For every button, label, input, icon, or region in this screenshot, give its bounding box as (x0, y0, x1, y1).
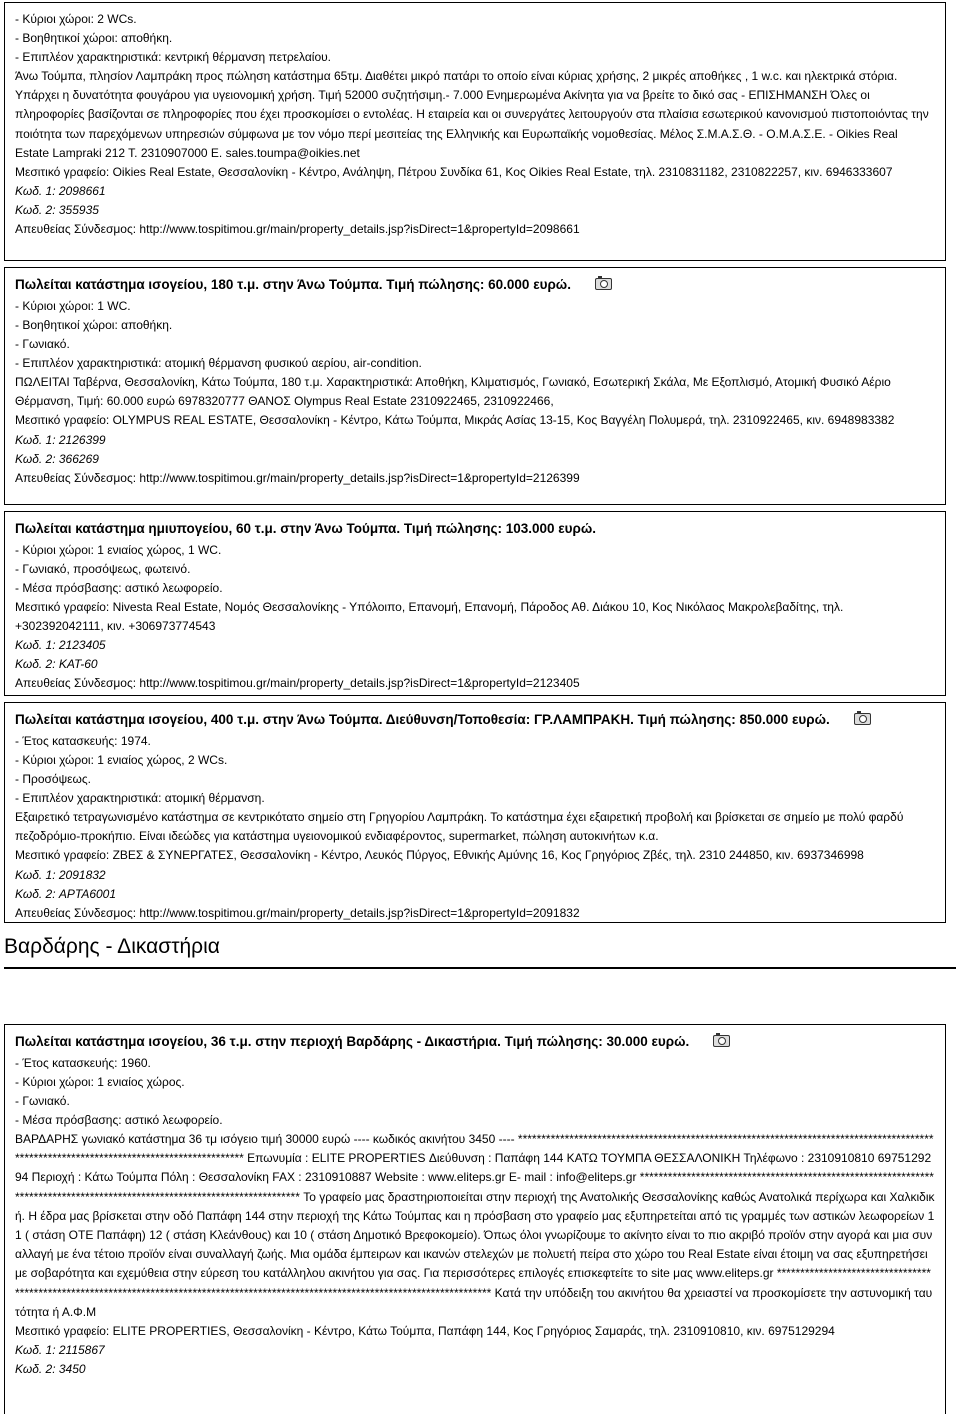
camera-icon[interactable] (595, 278, 612, 290)
listing-card (4, 511, 946, 696)
camera-icon[interactable] (854, 713, 871, 725)
feature-line: - Επιπλέον χαρακτηριστικά: ατομική θέρμανση φυσικού αερίου, air-condition. (15, 356, 422, 370)
feature-line: - Κύριοι χώροι: 2 WCs. (15, 12, 137, 26)
feature-line: - Κύριοι χώροι: 1 ενιαίος χώρος, 1 WC. (15, 543, 222, 557)
feature-line: - Κύριοι χώροι: 1 ενιαίος χώρος. (15, 1075, 185, 1089)
feature-line: - Γωνιακό. (15, 337, 70, 351)
feature-line: - Βοηθητικοί χώροι: αποθήκη. (15, 318, 173, 332)
feature-line: - Βοηθητικοί χώροι: αποθήκη. (15, 31, 173, 45)
feature-line: - Προσόψεως. (15, 772, 91, 786)
listing-title[interactable]: Πωλείται κατάστημα ισογείου, 36 τ.μ. στην περιοχή Βαρδάρης - Δικαστήρια. Τιμή πώλησης: 30.000 ευρώ. (15, 1032, 935, 1051)
direct-link[interactable]: Απευθείας Σύνδεσμος: http://www.tospitimou.gr/main/property_details.jsp?isDirect=1&propertyId=2098661 (15, 222, 580, 237)
code-1: Κωδ. 1: 2123405 (15, 638, 106, 653)
code-2: Κωδ. 2: KAT-60 (15, 657, 98, 672)
code-1: Κωδ. 1: 2098661 (15, 184, 106, 199)
direct-link[interactable]: Απευθείας Σύνδεσμος: http://www.tospitimou.gr/main/property_details.jsp?isDirect=1&propertyId=2091832 (15, 905, 580, 920)
code-1: Κωδ. 1: 2115867 (15, 1343, 105, 1358)
feature-line: - Έτος κατασκευής: 1960. (15, 1056, 151, 1070)
listing-continuation (4, 2, 946, 261)
feature-line: - Μέσα πρόσβασης: αστικό λεωφορείο. (15, 581, 223, 595)
agency-info: Μεσιτικό γραφείο: Nivesta Real Estate, Νομός Θεσσαλονίκης - Υπόλοιπο, Επανομή, Επανομή, Πάροδος Αθ. Διάκου 10, Κος Νικόλαος Μακρολεβαδίτης, τηλ. +302392042111, κιν. +306973774543 (15, 600, 844, 634)
listing-title[interactable]: Πωλείται κατάστημα ισογείου, 400 τ.μ. στην Άνω Τούμπα. Διεύθυνση/Τοποθεσία: ΓΡ.ΛΑΜΠΡΑΚΗ. Τιμή πώλησης: 850.000 ευρώ. (15, 710, 935, 729)
code-2: Κωδ. 2: APTA6001 (15, 886, 117, 901)
feature-line: - Επιπλέον χαρακτηριστικά: ατομική θέρμανση. (15, 791, 265, 805)
feature-line: - Γωνιακό. (15, 1094, 70, 1108)
section-heading: Βαρδάρης - Δικαστήρια (4, 933, 956, 969)
feature-line: - Μέσα πρόσβασης: αστικό λεωφορείο. (15, 1113, 223, 1127)
direct-link[interactable]: Απευθείας Σύνδεσμος: http://www.tospitimou.gr/main/property_details.jsp?isDirect=1&propertyId=2123405 (15, 676, 580, 691)
direct-link[interactable]: Απευθείας Σύνδεσμος: http://www.tospitimou.gr/main/property_details.jsp?isDirect=1&propertyId=2126399 (15, 470, 580, 485)
code-1: Κωδ. 1: 2091832 (15, 867, 106, 882)
code-2: Κωδ. 2: 3450 (15, 1362, 86, 1377)
feature-line: - Επιπλέον χαρακτηριστικά: κεντρική θέρμανση πετρελαίου. (15, 50, 332, 64)
listing-title[interactable]: Πωλείται κατάστημα ημιυπογείου, 60 τ.μ. στην Άνω Τούμπα. Τιμή πώλησης: 103.000 ευρώ. (15, 521, 597, 536)
agency-info: Μεσιτικό γραφείο: OLYMPUS REAL ESTATE, Θεσσαλονίκη - Κέντρο, Κάτω Τούμπα, Μικράς Ασίας 13-15, Κος Βαγγέλη Πολυμερά, τηλ. 2310922465, κιν. 6948983382 (15, 413, 895, 428)
feature-line: - Έτος κατασκευής: 1974. (15, 734, 151, 748)
listing-description: ΠΩΛΕΙΤΑΙ Ταβέρνα, Θεσσαλονίκη, Κάτω Τούμπα, 180 τ.μ. Χαρακτηριστικά: Αποθήκη, Κλιματισμός, Γωνιακό, Εσωτερική Σκάλα, Με Εξοπλισμό, Ατομική Φυσικό Αέριο Θέρμανση, Τιμή: 60.000 ευρώ 6978320777 ΘΑΝΟΣ Olympus Real Estate 2310922465, 2310922466, (15, 375, 891, 409)
listing-card (4, 702, 946, 923)
code-2: Κωδ. 2: 355935 (15, 203, 99, 218)
listing-title[interactable]: Πωλείται κατάστημα ισογείου, 180 τ.μ. στην Άνω Τούμπα. Τιμή πώλησης: 60.000 ευρώ. (15, 275, 935, 294)
listing-description: Εξαιρετικό τετραγωνισμένο κατάστημα σε κεντρικότατο σημείο στη Γρηγορίου Λαμπράκη. Το κατάστημα έχει εξαιρετική προβολή και βρίσκεται σε σημείο με πολύ φαρδύ πεζοδρόμιο-προκήπιο. Είναι ιδεώδες για κατάστημα υγειονομικού ενδιαφέροντος, supermarket, πώληση αυτοκινήτων κ.α. (15, 810, 904, 844)
camera-icon[interactable] (713, 1035, 730, 1047)
listing-card (4, 1024, 946, 1414)
feature-line: - Κύριοι χώροι: 1 ενιαίος χώρος, 2 WCs. (15, 753, 228, 767)
agency-info: Μεσιτικό γραφείο: ELITE PROPERTIES, Θεσσαλονίκη - Κέντρο, Κάτω Τούμπα, Παπάφη 144, Κος Γρηγόριος Σαμαράς, τηλ. 2310910810, κιν. 6975129294 (15, 1324, 835, 1339)
listing-card (4, 267, 946, 505)
feature-line: - Κύριοι χώροι: 1 WC. (15, 299, 131, 313)
listing-description: Άνω Τούμπα, πλησίον Λαμπράκη προς πώληση κατάστημα 65τμ. Διαθέτει μικρό πατάρι το οποίο είναι κύριας χρήσης, 2 μικρές αποθήκες , 1 w.c. και ηλεκτρικά στόρια. Υπάρχει η δυνατότητα φουγάρου για υγειονομική χρήση. Τιμή 52000 συζητήσιμη.- 7.000 Ενημερωμένα Ακίνητα για να βρείτε το δικό σας - ΕΠΙΣΗΜΑΝΣΗ Όλες οι πληροφορίες βασίζονται σε πληροφορίες που έχει προσκομίσει ο εντολέας. Η εταιρεία και οι συνεργάτες λειτουργούν στα πλαίσια εσωτερικού κανονισμού πιστοποιόντας την ποιότητα των παρεχόμενων υπηρεσιών σύμφωνα με τον νόμο περί μεσιτείας της Ελληνικής και Ευρωπαϊκής νομοθεσίας. Μέλος Σ.Μ.Α.Σ.Θ. - Ο.Μ.Α.Σ.Ε. - Oikies Real Estate Lampraki 212 T. 2310907000 E. sales.toumpa@oikies.net (15, 69, 929, 160)
code-1: Κωδ. 1: 2126399 (15, 432, 106, 447)
agency-info: Μεσιτικό γραφείο: Oikies Real Estate, Θεσσαλονίκη - Κέντρο, Ανάληψη, Πέτρου Συνδίκα 61, Κος Oikies Real Estate, τηλ. 2310831182, 2310822257, κιν. 6946333607 (15, 165, 893, 180)
listing-description: ΒΑΡΔΑΡΗΣ γωνιακό κατάστημα 36 τμ ισόγειο τιμή 30000 ευρώ ---- κωδικός ακινήτου 3450 ---- ****************************************************************************************************************************************** Επωνυμία : ELITE PROPERTIES Διεύθυνση : Παπάφη 144 ΚΑΤΩ ΤΟΥΜΠΑ ΘΕΣΣΑΛΟΝΙΚΗ Τηλέφωνο : 2310910810 6975129294 Περιοχή : Κάτω Τούμπα Πόλη : Θεσσαλονίκη FAX : 2310910887 Website : www.eliteps.gr E- mail : info@eliteps.gr **************************************************************************************************************************** Το γραφείο μας δραστηριοποιείται στην περιοχή της Ανατολικής Θεσσαλονίκης καθώς Ανατολικά περίχωρα και Χαλκιδική. Η έδρα μας βρίσκεται στην οδό Παπάφη 144 στην περιοχή της Κάτω Τούμπας και η πρόσβαση στο γραφείο μας εξυπηρετείται από τις γραμμές των αστικών λεωφορείων 11 ( στάση ΟΤΕ Παπάφη) 12 ( στάση Κλεάνθους) και 10 ( στάση Δημοτικό Βρεφοκομείο). Όπως όλοι γνωρίζουμε το ακίνητο είναι το πιο ακριβό προϊόν στην αγορά και μια συναλλαγή με ένα τέτοιο προϊόν είναι συναλλαγή ζωής. Μια ομάδα έμπειρων και ικανών στελεχών με πολυετή πείρα στο χώρο του Real Estate είναι έτοιμη να σας εξυπηρετήσει με σοβαρότητα και εχεμύθεια στην εύρεση του κατάλληλου ακινήτου για σας. Για περισσότερες επιλογές επισκεφτείτε το site μας www.eliteps.gr *************************************************************************************************************************************** Κατά την υπόδειξη του ακινήτου θα χρειαστεί να προσκομίσετε την αστυνομική ταυτότητα ή Α.Φ.Μ (15, 1132, 935, 1319)
feature-line: - Γωνιακό, προσόψεως, φωτεινό. (15, 562, 191, 576)
code-2: Κωδ. 2: 366269 (15, 451, 99, 466)
agency-info: Μεσιτικό γραφείο: ΖΒΕΣ & ΣΥΝΕΡΓΑΤΕΣ, Θεσσαλονίκη - Κέντρο, Λευκός Πύργος, Εθνικής Αμύνης 16, Κος Γρηγόριος Ζβές, τηλ. 2310 244850, κιν. 6937346998 (15, 848, 864, 863)
